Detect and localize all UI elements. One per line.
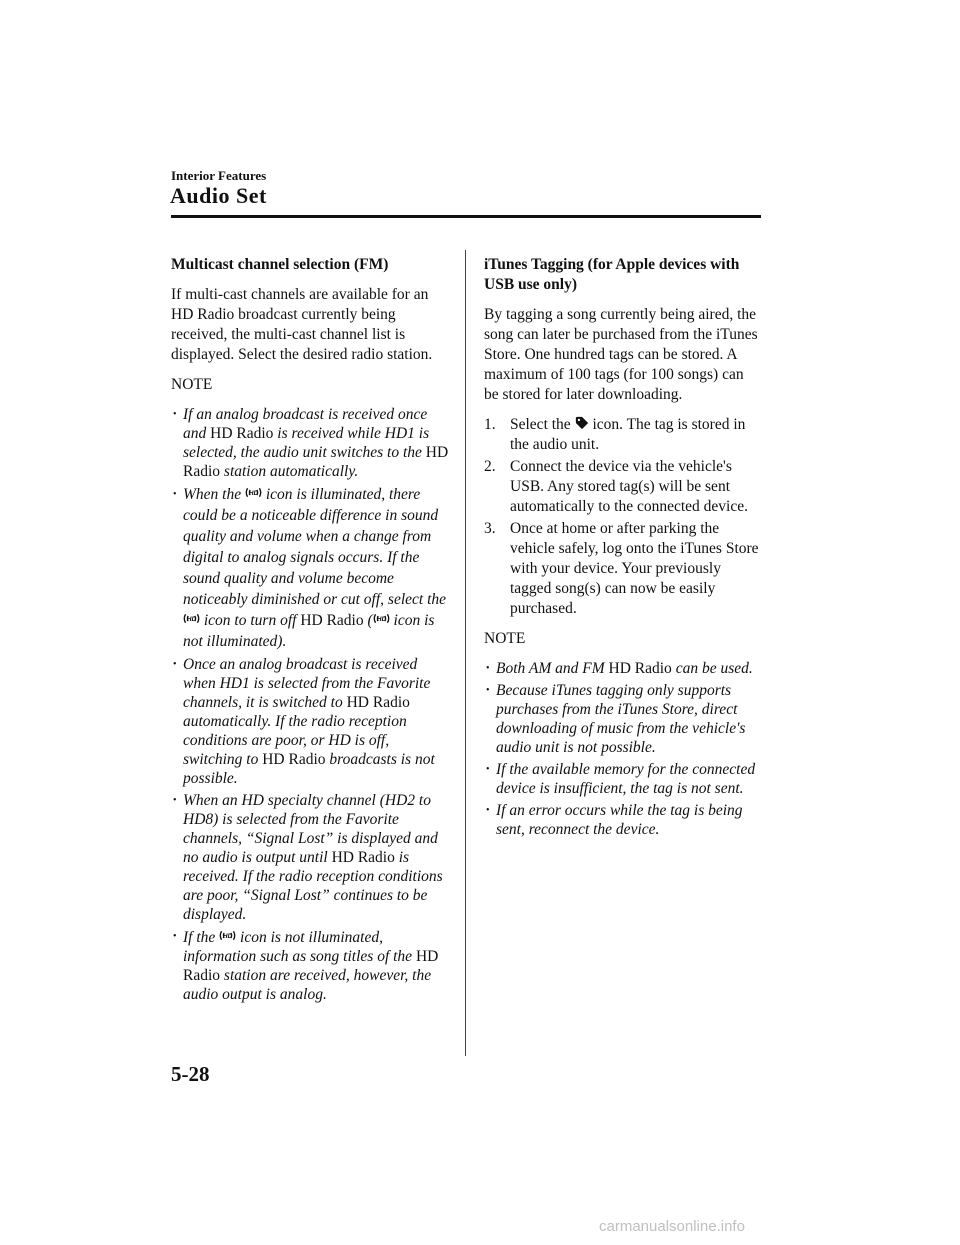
hd-radio-icon	[373, 610, 390, 627]
note-label: NOTE	[171, 376, 213, 393]
svg-text:HD: HD	[248, 490, 259, 498]
footer-site-link[interactable]: carmanualsonline.info	[599, 1218, 745, 1235]
tag-icon	[575, 416, 589, 430]
note-item: • If an analog broadcast is received once and HD Radio is received while HD1 is selected, the audio unit switches to the HD Radio station automatically.	[171, 405, 451, 481]
hd-radio-icon	[183, 610, 200, 627]
step-item: 1. Select the icon. The tag is stored in the audio unit.	[484, 416, 746, 453]
multicast-heading: Multicast channel selection (FM)	[171, 256, 389, 273]
hd-radio-text: HD Radio	[608, 660, 672, 677]
note-label: NOTE	[484, 630, 526, 647]
itunes-tagging-heading: iTunes Tagging (for Apple devices with USB use only)	[484, 256, 740, 293]
note-item: • When the HD icon is illuminated, there could be a noticeable difference in sound quality and volume when a change from digital to analog signals occurs. If the sound quality and volume become noticeably diminished or cut off, select the HD icon to turn off HD Radio ( HD icon is not illuminated).	[171, 484, 451, 652]
svg-text:HD: HD	[376, 616, 387, 624]
svg-text:HD: HD	[222, 933, 233, 941]
step-item: 3. Once at home or after parking the vehicle safely, log onto the iTunes Store with your device. Your previously tagged song(s) can now be easily purchased.	[484, 520, 759, 617]
svg-text:HD: HD	[186, 616, 197, 624]
right-column	[484, 255, 760, 842]
hd-radio-text: HD Radio	[300, 612, 364, 629]
multicast-intro: If multi-cast channels are available for an HD Radio broadcast currently being received, the multi-cast channel list is displayed. Select the desired radio station.	[171, 286, 433, 363]
hd-radio-icon	[219, 927, 236, 944]
note-item: • If an error occurs while the tag is being sent, reconnect the device.	[484, 801, 760, 839]
column-divider	[465, 250, 466, 1056]
step-item: 2. Connect the device via the vehicle's USB. Any stored tag(s) will be sent automatically to the connected device.	[484, 458, 748, 515]
hd-radio-text: HD Radio	[331, 849, 395, 866]
note-item: • Because iTunes tagging only supports purchases from the iTunes Store, direct downloading of music from the vehicle's audio unit is not possible.	[484, 681, 760, 757]
header-rule	[171, 215, 761, 218]
note-item: • Both AM and FM HD Radio can be used.	[484, 659, 760, 678]
note-item: • If the available memory for the connected device is insufficient, the tag is not sent.	[484, 760, 760, 798]
hd-radio-text: HD Radio	[183, 948, 439, 984]
hd-radio-text: HD Radio	[262, 751, 326, 768]
note-item: • Once an analog broadcast is received when HD1 is selected from the Favorite channels, it is switched to HD Radio automatically. If the radio reception conditions are poor, or HD is off, switching to HD Radio broadcasts is not possible.	[171, 655, 451, 788]
note-list	[484, 659, 760, 839]
chapter-title: Audio Set	[170, 183, 267, 208]
hd-radio-icon	[245, 484, 262, 501]
hd-radio-text: HD Radio	[346, 694, 410, 711]
note-list	[171, 405, 451, 1004]
step-list	[484, 415, 760, 619]
section-label: Interior Features	[171, 168, 267, 183]
hd-radio-text: HD Radio	[183, 444, 449, 480]
note-item: • If the HD icon is not illuminated, information such as song titles of the HD Radio station are received, however, the audio output is analog.	[171, 927, 451, 1004]
hd-radio-text: HD Radio	[210, 425, 274, 442]
page-number: 5-28	[171, 1062, 210, 1086]
note-item: • When an HD specialty channel (HD2 to HD8) is selected from the Favorite channels, “Signal Lost” is displayed and no audio is output until HD Radio is received. If the radio reception conditions are poor, “Signal Lost” continues to be displayed.	[171, 791, 451, 924]
left-column	[171, 255, 451, 1007]
itunes-intro: By tagging a song currently being aired, the song can later be purchased from the iTunes Store. One hundred tags can be stored. A maximum of 100 tags (for 100 songs) can be stored for later downloading.	[484, 306, 758, 403]
